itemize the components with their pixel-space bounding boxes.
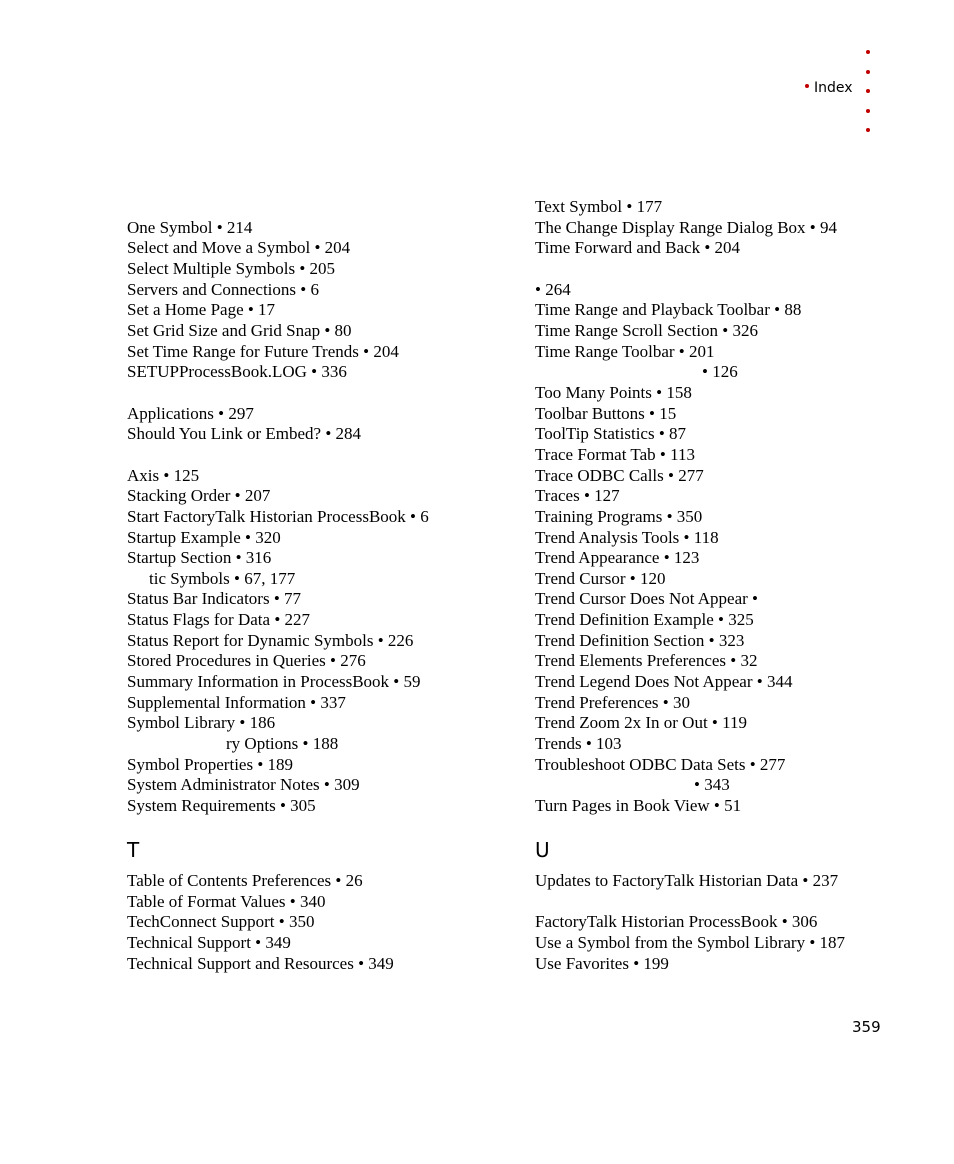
index-entry xyxy=(535,259,837,280)
index-entry: Trend Appearance • 123 xyxy=(535,548,700,568)
index-entry: Status Flags for Data • 227 xyxy=(127,610,311,630)
index-entry: Use Favorites • 199 xyxy=(535,953,669,973)
index-entry: Trends • 103 xyxy=(535,734,622,754)
index-entry: Trace ODBC Calls • 277 xyxy=(535,465,704,485)
index-entry: The Change Display Range Dialog Box • 94 xyxy=(535,217,837,237)
index-entry: Trend Elements Preferences • 32 xyxy=(535,651,758,671)
index-entry xyxy=(127,197,429,218)
index-entry: Technical Support and Resources • 349 xyxy=(127,953,394,973)
header-dot xyxy=(866,50,870,54)
index-entry: • 343 xyxy=(694,775,730,795)
index-entry: FactoryTalk Historian ProcessBook • 306 xyxy=(535,912,818,932)
index-entry: Trend Zoom 2x In or Out • 119 xyxy=(535,713,747,733)
index-entry: One Symbol • 214 xyxy=(127,217,253,237)
index-entry: Updates to FactoryTalk Historian Data • 237 xyxy=(535,871,839,890)
index-letter-heading: U xyxy=(535,838,550,862)
index-entry: Too Many Points • 158 xyxy=(535,382,692,402)
index-entry: Applications • 297 xyxy=(127,403,254,423)
index-entry: Troubleshoot ODBC Data Sets • 277 xyxy=(535,754,786,774)
index-entry: Use a Symbol from the Symbol Library • 187 xyxy=(535,932,846,952)
index-entry: Startup Section • 316 xyxy=(127,548,272,568)
index-entry: System Requirements • 305 xyxy=(127,796,316,816)
index-letter-heading: T xyxy=(127,838,140,862)
index-entry: Axis • 125 xyxy=(127,465,200,485)
index-entry: Status Report for Dynamic Symbols • 226 xyxy=(127,630,414,650)
index-entry: Trend Definition Example • 325 xyxy=(535,610,754,630)
index-entry xyxy=(127,383,429,404)
index-entry: Trend Definition Section • 323 xyxy=(535,630,745,650)
index-entry: Set Time Range for Future Trends • 204 xyxy=(127,341,399,361)
index-entry: • 126 xyxy=(702,362,738,382)
index-column-right xyxy=(535,197,837,817)
index-entry: Select and Move a Symbol • 204 xyxy=(127,238,351,258)
index-column-left xyxy=(127,197,429,817)
index-entry: Set Grid Size and Grid Snap • 80 xyxy=(127,320,352,340)
header-dot xyxy=(866,70,870,74)
index-entry xyxy=(127,445,429,466)
index-entry: Supplemental Information • 337 xyxy=(127,692,346,712)
index-entry: • 264 xyxy=(535,279,571,299)
index-entry: Table of Format Values • 340 xyxy=(127,891,326,911)
index-entry: Status Bar Indicators • 77 xyxy=(127,589,302,609)
index-entry: Training Programs • 350 xyxy=(535,506,703,526)
index-entry: Trace Format Tab • 113 xyxy=(535,444,695,464)
index-entry: Symbol Properties • 189 xyxy=(127,754,294,774)
index-entry: Table of Contents Preferences • 26 xyxy=(127,871,363,890)
index-entry: Stacking Order • 207 xyxy=(127,486,271,506)
index-entry: Symbol Library • 186 xyxy=(127,713,276,733)
bullet-icon xyxy=(805,84,809,88)
index-entry: Stored Procedures in Queries • 276 xyxy=(127,651,366,671)
index-entry xyxy=(535,892,845,913)
header-dot xyxy=(866,109,870,113)
index-entry: Trend Cursor • 120 xyxy=(535,568,666,588)
index-entry: Text Symbol • 177 xyxy=(535,197,663,216)
index-entry: Technical Support • 349 xyxy=(127,932,291,952)
header-dot xyxy=(866,89,870,93)
running-header-label: Index xyxy=(814,80,853,96)
index-entry: ToolTip Statistics • 87 xyxy=(535,424,687,444)
index-entry: Time Range Toolbar • 201 xyxy=(535,341,715,361)
index-entry: tic Symbols • 67, 177 xyxy=(149,568,296,588)
index-entry: Trend Preferences • 30 xyxy=(535,692,690,712)
index-entry: Should You Link or Embed? • 284 xyxy=(127,424,362,444)
index-entry: System Administrator Notes • 309 xyxy=(127,775,360,795)
index-entry: Time Range Scroll Section • 326 xyxy=(535,320,759,340)
index-section-left xyxy=(127,871,394,974)
header-dot xyxy=(866,128,870,132)
index-entry: Select Multiple Symbols • 205 xyxy=(127,258,336,278)
index-entry: Trend Cursor Does Not Appear • xyxy=(535,589,759,609)
index-section-right xyxy=(535,871,845,974)
header-dot-column xyxy=(864,50,874,148)
index-entry: Turn Pages in Book View • 51 xyxy=(535,796,742,816)
running-header xyxy=(805,79,853,97)
page-number: 359 xyxy=(852,1018,881,1036)
index-entry: Start FactoryTalk Historian ProcessBook • 6 xyxy=(127,506,429,526)
index-entry: Toolbar Buttons • 15 xyxy=(535,403,677,423)
index-entry: Set a Home Page • 17 xyxy=(127,300,276,320)
index-entry: Trend Analysis Tools • 118 xyxy=(535,527,719,547)
index-entry: Time Range and Playback Toolbar • 88 xyxy=(535,300,802,320)
index-entry: ry Options • 188 xyxy=(226,734,339,754)
index-entry: Time Forward and Back • 204 xyxy=(535,238,741,258)
index-entry: Servers and Connections • 6 xyxy=(127,279,319,299)
index-entry: TechConnect Support • 350 xyxy=(127,912,315,932)
index-entry: SETUPProcessBook.LOG • 336 xyxy=(127,362,347,382)
index-entry: Summary Information in ProcessBook • 59 xyxy=(127,672,421,692)
index-entry: Startup Example • 320 xyxy=(127,527,281,547)
index-entry: Trend Legend Does Not Appear • 344 xyxy=(535,672,793,692)
index-entry: Traces • 127 xyxy=(535,486,620,506)
